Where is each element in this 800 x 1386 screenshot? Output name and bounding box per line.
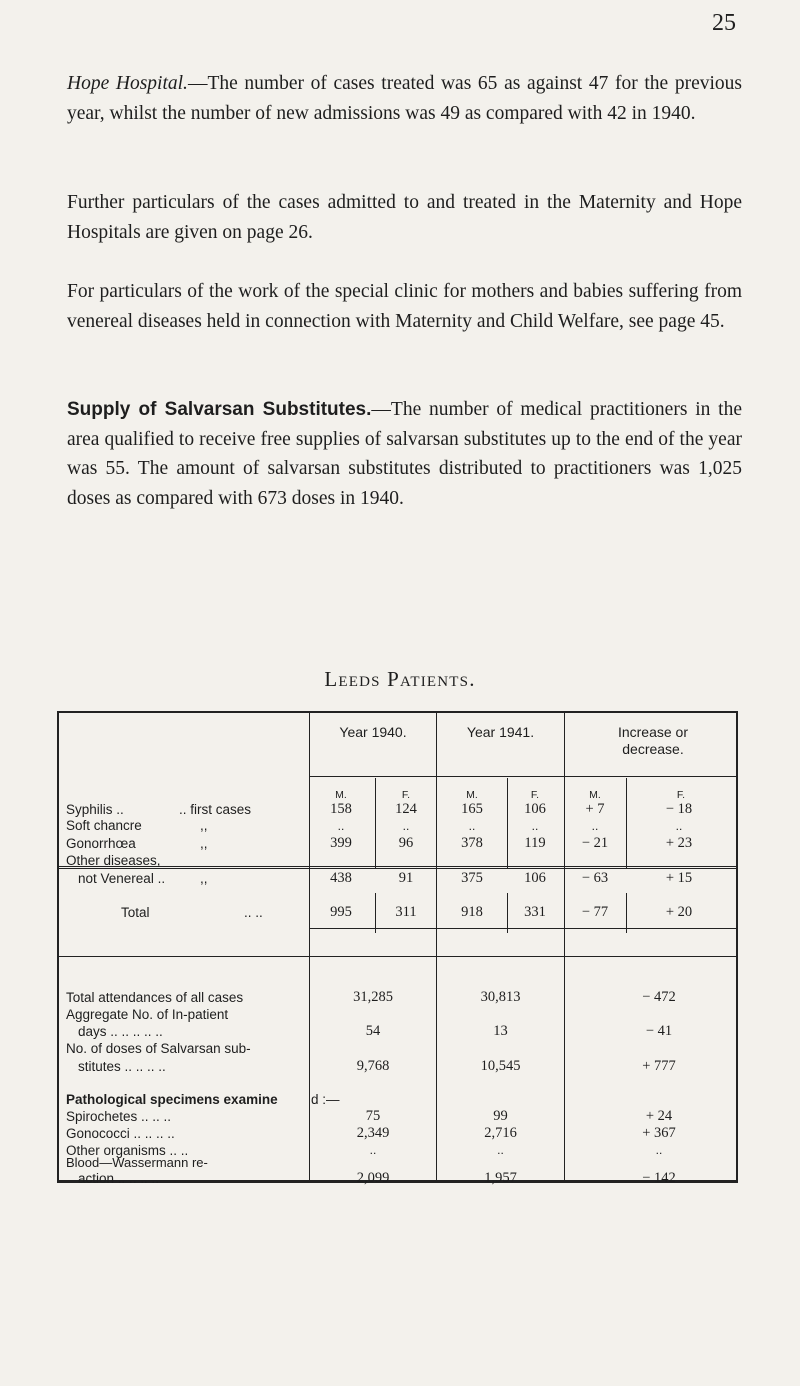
doses-1940: 9,768	[356, 1058, 390, 1074]
hope-hospital-paragraph	[67, 69, 742, 128]
gonorrhoea-m-change: − 21	[581, 835, 609, 851]
row-label-other-diseases-1: Other diseases,	[66, 853, 161, 868]
attendances-1941: 30,813	[480, 989, 521, 1005]
other-organisms-1940: ..	[369, 1143, 377, 1157]
row-label-total: Total	[121, 905, 150, 920]
header-increase-decrease: Increase or decrease.	[617, 724, 689, 757]
header-f-1941: F.	[530, 789, 540, 801]
row-label-blood-2: action .. .. .. ..	[78, 1171, 160, 1186]
mothers-clinic-paragraph: For particulars of the work of the special clinic for mothers and babies suffering from venereal diseases held in connection with Maternity and Child Welfare, see page 45.	[67, 281, 742, 332]
syphilis-m-1941: 165	[461, 801, 483, 817]
total-m-change: − 77	[581, 904, 609, 920]
syphilis-f-1941: 106	[524, 801, 546, 817]
soft-f-1941: ..	[531, 819, 539, 833]
gonococci-1940: 2,349	[356, 1125, 390, 1141]
further-particulars-paragraph: Further particulars of the cases admitted to and treated in the Maternity and Hope Hospitals are given on page 26.	[67, 192, 742, 243]
gonorrhoea-f-change: + 23	[665, 835, 693, 851]
pathological-heading: Pathological specimens examine	[66, 1092, 278, 1107]
row-label-aggregate-2: days .. .. .. .. ..	[78, 1024, 163, 1039]
doses-change: + 777	[642, 1058, 676, 1074]
total-f-change: + 20	[665, 904, 693, 920]
attendances-1940: 31,285	[353, 989, 393, 1005]
row-label-other-ditto: ,,	[200, 871, 208, 886]
row-label-other-diseases-2: not Venereal ..	[78, 871, 166, 886]
row-label-syphilis: Syphilis ..	[66, 802, 124, 817]
total-f-1941: 331	[524, 904, 546, 920]
page-number: 25	[712, 10, 736, 36]
table-title: Leeds Patients.	[324, 667, 476, 691]
blood-1941: 1,957	[484, 1170, 517, 1186]
syphilis-m-1940: 158	[330, 801, 352, 817]
table-bottom-overflow	[57, 1172, 738, 1176]
other-organisms-change: ..	[655, 1143, 663, 1157]
syphilis-m-change: + 7	[585, 801, 605, 817]
row-label-soft-ditto: ,,	[200, 818, 208, 833]
total-f-1940: 311	[395, 904, 417, 920]
spirochetes-1941: 99	[493, 1108, 508, 1124]
soft-m-1941: ..	[468, 819, 476, 833]
other-m-change: − 63	[581, 870, 609, 886]
soft-m-change: ..	[591, 819, 599, 833]
row-label-syphilis-sub: .. first cases	[179, 802, 252, 817]
other-m-1941: 375	[461, 870, 483, 886]
soft-f-change: ..	[675, 819, 683, 833]
row-label-total-dots: .. ..	[244, 905, 263, 920]
gonococci-change: + 367	[642, 1125, 676, 1141]
gonorrhoea-f-1941: 119	[524, 835, 546, 851]
blood-change: − 142	[642, 1170, 676, 1186]
row-label-soft-chancre: Soft chancre	[66, 818, 142, 833]
header-year-1940: Year 1940.	[339, 724, 407, 740]
soft-m-1940: ..	[337, 819, 345, 833]
row-label-doses-2: stitutes .. .. .. ..	[78, 1059, 166, 1074]
row-label-blood-1: Blood—Wassermann re-	[66, 1155, 208, 1170]
syphilis-f-1940: 124	[395, 801, 417, 817]
row-label-attendances: Total attendances of all cases	[66, 990, 244, 1005]
row-label-doses-1: No. of doses of Salvarsan sub-	[66, 1041, 251, 1056]
row-label-gonococci: Gonococci .. .. .. ..	[66, 1126, 175, 1141]
header-m-1941: M.	[466, 789, 478, 801]
hope-hospital-lead: Hope Hospital.	[67, 73, 188, 94]
gonorrhoea-m-1940: 399	[330, 835, 352, 851]
aggregate-1940: 54	[365, 1023, 381, 1039]
row-label-other-organisms: Other organisms .. ..	[66, 1143, 189, 1158]
blood-1940: 2,099	[356, 1170, 390, 1186]
other-organisms-1941: ..	[497, 1143, 504, 1157]
attendances-change: − 472	[642, 989, 676, 1005]
total-m-1941: 918	[461, 904, 483, 920]
total-m-1940: 995	[330, 904, 352, 920]
salvarsan-supply-heading: Supply of Salvarsan Substitutes.	[67, 399, 372, 420]
other-m-1940: 438	[330, 870, 352, 886]
aggregate-1941: 13	[493, 1023, 508, 1039]
spirochetes-change: + 24	[645, 1108, 673, 1124]
aggregate-change: − 41	[645, 1023, 673, 1039]
doses-1941: 10,545	[480, 1058, 521, 1074]
other-f-1941: 106	[524, 870, 546, 886]
hope-hospital-text: —The number of cases treated was 65 as against 47 for the previous year, whilst the number of new admissions was 49 as compared with 42 in 1940.	[67, 73, 742, 124]
gonorrhoea-f-1940: 96	[398, 835, 414, 851]
pathological-heading-end: d :—	[311, 1092, 340, 1107]
header-f-1940: F.	[401, 789, 411, 801]
row-label-spirochetes: Spirochetes .. .. ..	[66, 1109, 172, 1124]
soft-f-1940: ..	[402, 819, 410, 833]
salvarsan-supply-text: —The number of medical practitioners in the area qualified to receive free supplies of salvarsan substitutes up to the end of the year was 55. The amount of salvarsan substitutes distributed to practitioners was 1,025 doses as compared with 673 doses in 1940.	[67, 399, 742, 509]
header-m-1940: M.	[335, 789, 347, 801]
row-label-aggregate-1: Aggregate No. of In-patient	[66, 1007, 229, 1022]
row-label-gonorrhoea-ditto: ,,	[200, 836, 208, 851]
other-f-1940: 91	[398, 870, 414, 886]
header-f-change: F.	[676, 789, 686, 801]
gonococci-1941: 2,716	[484, 1125, 517, 1141]
syphilis-f-change: − 18	[665, 801, 693, 817]
gonorrhoea-m-1941: 378	[461, 835, 483, 851]
other-f-change: + 15	[665, 870, 693, 886]
header-m-change: M.	[589, 789, 601, 801]
header-year-1941: Year 1941.	[466, 724, 535, 740]
salvarsan-supply-paragraph	[67, 395, 742, 513]
spirochetes-1940: 75	[365, 1108, 381, 1124]
row-label-gonorrhoea: Gonorrhœa	[66, 836, 136, 851]
leeds-patients-table	[57, 711, 738, 1186]
